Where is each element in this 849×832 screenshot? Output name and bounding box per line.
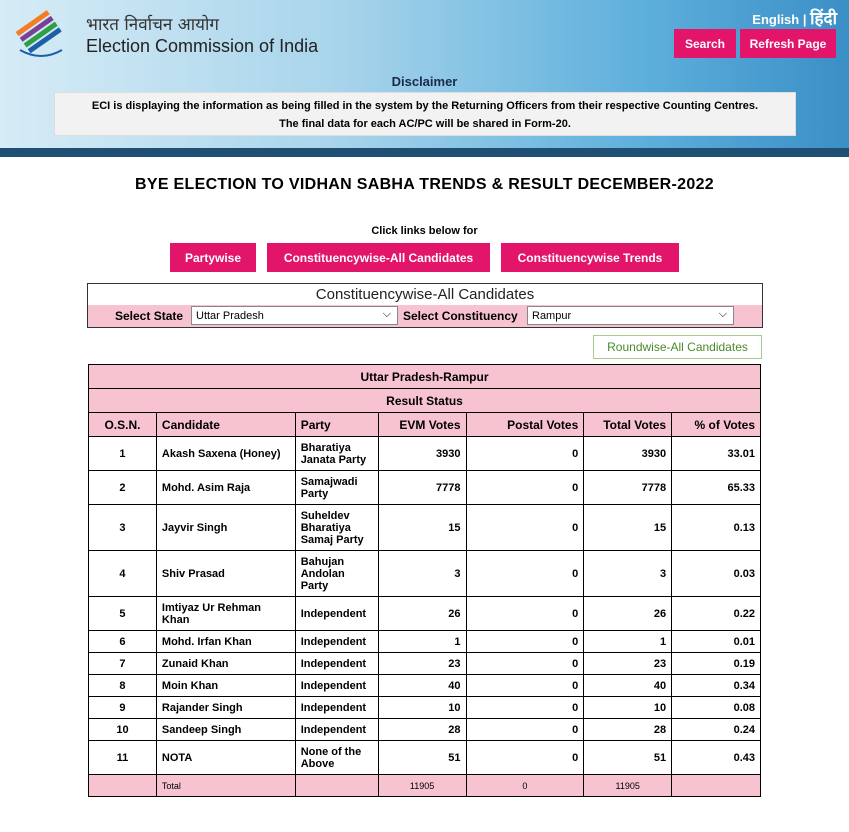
row-total-votes: 23 [584, 653, 672, 675]
row-postal-votes: 0 [466, 471, 584, 505]
page-title: BYE ELECTION TO VIDHAN SABHA TRENDS & RESULT DECEMBER-2022 [135, 176, 714, 193]
row-candidate: Moin Khan [156, 675, 295, 697]
row-evm-votes: 51 [378, 741, 466, 775]
row-osn: 7 [89, 653, 157, 675]
panel-title: Constituencywise-All Candidates [315, 286, 535, 303]
row-evm-votes: 1 [378, 631, 466, 653]
table-row [89, 551, 761, 597]
row-osn: 9 [89, 697, 157, 719]
site-title-english: Election Commission of India [86, 36, 319, 56]
row-party: Bahujan Andolan Party [295, 551, 378, 597]
row-candidate: Mohd. Irfan Khan [156, 631, 295, 653]
row-evm-votes: 40 [378, 675, 466, 697]
row-osn: 11 [89, 741, 157, 775]
row-total-votes: 28 [584, 719, 672, 741]
row-postal-votes: 0 [466, 675, 584, 697]
row-candidate: Rajander Singh [156, 697, 295, 719]
chevron-down-icon: ⌵ [718, 308, 727, 320]
results-table [88, 364, 761, 797]
table-row [89, 675, 761, 697]
row-evm-votes: 23 [378, 653, 466, 675]
disclaimer-box [54, 92, 796, 136]
constituencywise-all-candidates-button[interactable]: Constituencywise-All Candidates [267, 243, 490, 272]
filter-row [88, 305, 762, 327]
disclaimer-line-2: The final data for each AC/PC will be shared in Form-20. [279, 118, 571, 130]
row-postal-votes: 0 [466, 551, 584, 597]
partywise-button[interactable]: Partywise [170, 243, 256, 272]
disclaimer-line-1: ECI is displaying the information as being filled in the system by the Returning Officers from their respective Counting Centres. [91, 100, 759, 112]
total-label: Total [156, 775, 295, 797]
eci-logo-icon[interactable] [12, 6, 70, 64]
row-osn: 10 [89, 719, 157, 741]
table-row [89, 631, 761, 653]
roundwise-all-candidates-button[interactable]: Roundwise-All Candidates [593, 335, 762, 359]
table-row [89, 505, 761, 551]
lang-english-link[interactable]: English [752, 12, 800, 27]
row-postal-votes: 0 [466, 719, 584, 741]
table-row [89, 741, 761, 775]
row-party: Suheldev Bharatiya Samaj Party [295, 505, 378, 551]
row-pct-votes: 0.13 [672, 505, 761, 551]
row-pct-votes: 0.03 [672, 551, 761, 597]
row-postal-votes: 0 [466, 697, 584, 719]
search-button[interactable]: Search [674, 29, 736, 58]
row-total-votes: 7778 [584, 471, 672, 505]
table-heading: Uttar Pradesh-Rampur [89, 365, 761, 389]
row-pct-votes: 0.34 [672, 675, 761, 697]
row-evm-votes: 26 [378, 597, 466, 631]
row-pct-votes: 0.19 [672, 653, 761, 675]
row-osn: 6 [89, 631, 157, 653]
table-row [89, 653, 761, 675]
row-evm-votes: 10 [378, 697, 466, 719]
row-candidate: Imtiyaz Ur Rehman Khan [156, 597, 295, 631]
row-candidate: Akash Saxena (Honey) [156, 437, 295, 471]
table-row [89, 697, 761, 719]
lang-hindi-link[interactable]: हिंदी [810, 9, 837, 28]
row-total-votes: 51 [584, 741, 672, 775]
row-total-votes: 3 [584, 551, 672, 597]
language-switcher [752, 6, 837, 29]
col-candidate: Candidate [156, 413, 295, 437]
site-title-hindi: भारत निर्वाचन आयोग [86, 15, 219, 35]
row-candidate: Mohd. Asim Raja [156, 471, 295, 505]
row-postal-votes: 0 [466, 631, 584, 653]
row-pct-votes: 0.24 [672, 719, 761, 741]
row-party: Independent [295, 675, 378, 697]
constituency-label: Select Constituency [403, 309, 518, 323]
row-osn: 5 [89, 597, 157, 631]
row-party: Samajwadi Party [295, 471, 378, 505]
state-label: Select State [115, 309, 184, 323]
col-party: Party [295, 413, 378, 437]
constituency-select-value: Rampur [532, 310, 572, 322]
row-postal-votes: 0 [466, 597, 584, 631]
constituencywise-trends-button[interactable]: Constituencywise Trends [501, 243, 679, 272]
table-row [89, 719, 761, 741]
row-pct-votes: 0.43 [672, 741, 761, 775]
row-pct-votes: 0.22 [672, 597, 761, 631]
row-osn: 3 [89, 505, 157, 551]
col-pct-votes: % of Votes [672, 413, 761, 437]
row-pct-votes: 33.01 [672, 437, 761, 471]
constituency-select[interactable] [527, 306, 734, 325]
row-postal-votes: 0 [466, 653, 584, 675]
col-osn: O.S.N. [89, 413, 157, 437]
refresh-page-button[interactable]: Refresh Page [740, 29, 836, 58]
row-party: Independent [295, 631, 378, 653]
row-party: Bharatiya Janata Party [295, 437, 378, 471]
row-postal-votes: 0 [466, 505, 584, 551]
row-evm-votes: 15 [378, 505, 466, 551]
total-evm: 11905 [378, 775, 466, 797]
total-postal: 0 [466, 775, 584, 797]
row-evm-votes: 3930 [378, 437, 466, 471]
row-party: Independent [295, 597, 378, 631]
disclaimer-title: Disclaimer [391, 74, 458, 89]
table-row [89, 471, 761, 505]
row-party: Independent [295, 653, 378, 675]
col-total-votes: Total Votes [584, 413, 672, 437]
state-select-value: Uttar Pradesh [196, 310, 264, 322]
row-osn: 1 [89, 437, 157, 471]
row-candidate: Zunaid Khan [156, 653, 295, 675]
row-osn: 4 [89, 551, 157, 597]
row-pct-votes: 0.01 [672, 631, 761, 653]
row-evm-votes: 28 [378, 719, 466, 741]
total-total: 11905 [584, 775, 672, 797]
row-osn: 2 [89, 471, 157, 505]
row-total-votes: 1 [584, 631, 672, 653]
row-candidate: Shiv Prasad [156, 551, 295, 597]
row-pct-votes: 65.33 [672, 471, 761, 505]
state-select[interactable] [191, 306, 398, 325]
table-subheading: Result Status [89, 389, 761, 413]
row-pct-votes: 0.08 [672, 697, 761, 719]
chevron-down-icon: ⌵ [382, 308, 391, 320]
click-links-caption: Click links below for [371, 225, 478, 237]
row-candidate: Jayvir Singh [156, 505, 295, 551]
row-total-votes: 26 [584, 597, 672, 631]
row-total-votes: 40 [584, 675, 672, 697]
row-party: Independent [295, 697, 378, 719]
site-header [0, 0, 849, 150]
header-divider [0, 148, 849, 157]
row-candidate: Sandeep Singh [156, 719, 295, 741]
row-party: Independent [295, 719, 378, 741]
table-row [89, 437, 761, 471]
row-postal-votes: 0 [466, 741, 584, 775]
total-row [89, 775, 761, 797]
row-postal-votes: 0 [466, 437, 584, 471]
table-row [89, 597, 761, 631]
row-total-votes: 10 [584, 697, 672, 719]
col-evm-votes: EVM Votes [378, 413, 466, 437]
lang-separator: | [802, 12, 807, 27]
row-evm-votes: 7778 [378, 471, 466, 505]
row-total-votes: 15 [584, 505, 672, 551]
row-evm-votes: 3 [378, 551, 466, 597]
constituency-filter-panel [87, 283, 763, 328]
row-party: None of the Above [295, 741, 378, 775]
row-osn: 8 [89, 675, 157, 697]
col-postal-votes: Postal Votes [466, 413, 584, 437]
row-total-votes: 3930 [584, 437, 672, 471]
row-candidate: NOTA [156, 741, 295, 775]
